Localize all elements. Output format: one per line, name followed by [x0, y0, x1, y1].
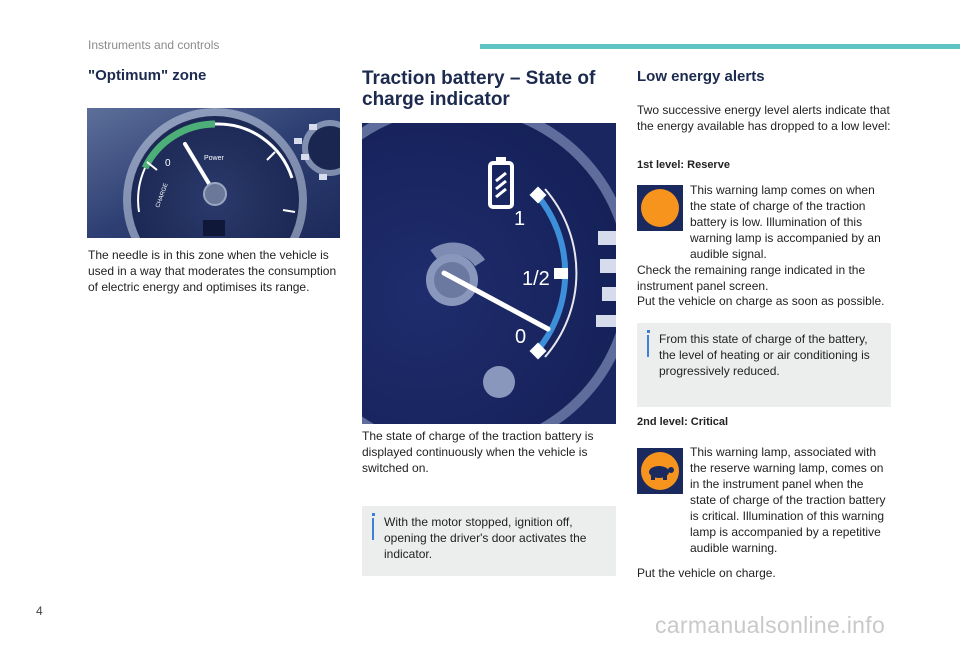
- dial-label-power: Power: [204, 155, 224, 162]
- low-energy-intro: Two successive energy level alerts indicate that the energy available has dropped to a low level:: [637, 103, 891, 133]
- level1-after2-text: Put the vehicle on charge as soon as possible.: [637, 294, 885, 308]
- info-bar: [372, 518, 374, 540]
- critical-warning-lamp-icon: [637, 448, 683, 494]
- watermark: carmanualsonline.info: [655, 612, 886, 638]
- low-energy-alerts-heading: Low energy alerts: [637, 68, 765, 85]
- heating-reduced-note-text: From this state of charge of the battery, the level of heating or air conditioning is progressively reduced.: [659, 332, 870, 378]
- level1-title: 1st level: Reserve: [637, 159, 730, 171]
- info-icon: [372, 513, 375, 516]
- optimum-zone-heading: "Optimum" zone: [88, 67, 207, 84]
- section-title: Instruments and controls: [88, 38, 220, 52]
- soc-gauge-illustration: [362, 123, 616, 424]
- heating-reduced-note: [637, 323, 891, 407]
- motor-stopped-note-text: With the motor stopped, ignition off, opening the driver's door activates the indicator.: [384, 515, 587, 561]
- final-instruction: Put the vehicle on charge.: [637, 566, 776, 580]
- dial-label-zero: 0: [165, 158, 171, 169]
- dial-label-charge: CHARGE: [155, 182, 170, 209]
- optimum-zone-illustration: [87, 108, 340, 238]
- battery-soc-heading: [362, 68, 595, 110]
- optimum-zone-text: The needle is in this zone when the vehicle is used in a way that moderates the consumption of electric energy and optimises its range.: [88, 248, 337, 294]
- gauge-label-empty: 0: [515, 326, 527, 348]
- level1-text: This warning lamp comes on when the state of charge of the traction battery is low. Illumination of this warning lamp is accompanied by an audible signal.: [690, 183, 881, 261]
- level2-title: 2nd level: Critical: [637, 416, 729, 428]
- header-accent-bar: [480, 44, 960, 49]
- reserve-warning-lamp-icon: [637, 185, 683, 231]
- battery-soc-heading-line2: charge indicator: [362, 89, 510, 110]
- level2-text: This warning lamp, associated with the reserve warning lamp, comes on in the instrument panel when the state of charge of the traction battery is critical. Illumination of this warning lamp is accompanied by a repetitive audible warning.: [690, 445, 886, 555]
- info-bar: [647, 335, 649, 357]
- gauge-label-full: 1: [514, 208, 526, 230]
- level1-after-text: Check the remaining range indicated in the instrument panel screen.: [637, 263, 866, 293]
- motor-stopped-note: [362, 506, 616, 576]
- gauge-label-half: 1/2: [522, 268, 550, 290]
- battery-soc-text: The state of charge of the traction battery is displayed continuously when the vehicle is switched on.: [362, 429, 594, 475]
- info-icon: [647, 330, 650, 333]
- page-number: 4: [36, 604, 43, 618]
- battery-soc-heading-line1: Traction battery – State of: [362, 68, 596, 89]
